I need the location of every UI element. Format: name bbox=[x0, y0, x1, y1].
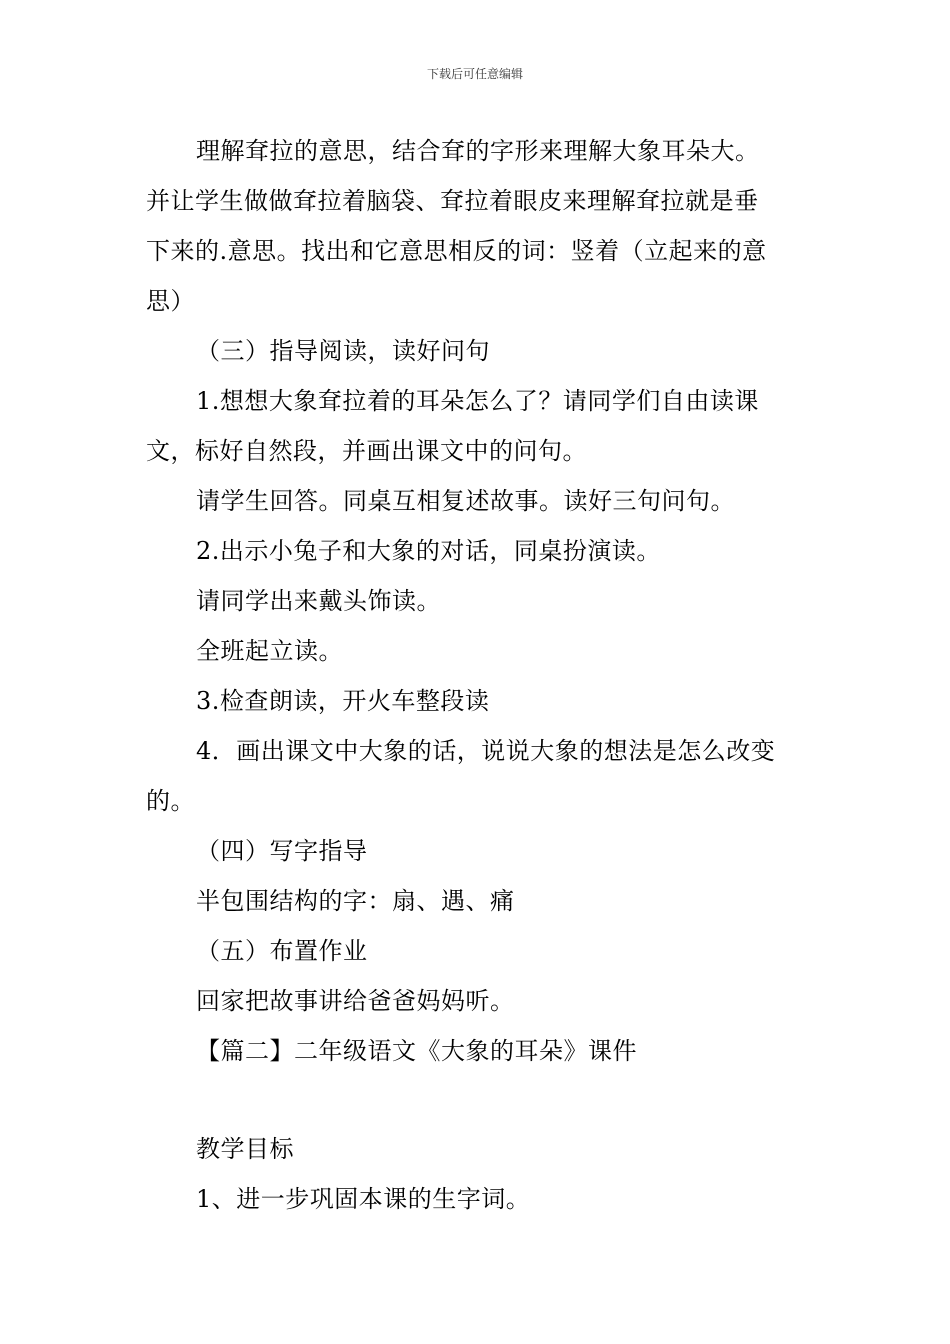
section-heading: 教学目标 bbox=[196, 1135, 294, 1163]
paragraph-line: 理解耷拉的意思，结合耷的字形来理解大象耳朵大。 bbox=[196, 137, 760, 165]
page-header: 下载后可任意编辑 bbox=[426, 67, 523, 81]
paragraph-line: 全班起立读。 bbox=[196, 637, 343, 665]
paragraph-line: 4．画出课文中大象的话，说说大象的想法是怎么改变 bbox=[196, 737, 776, 765]
paragraph-line: 3.检查朗读，开火车整段读 bbox=[196, 687, 490, 715]
paragraph-line: 文，标好自然段，并画出课文中的问句。 bbox=[146, 437, 587, 465]
paragraph-line: 1、进一步巩固本课的生字词。 bbox=[196, 1185, 531, 1213]
paragraph-line: 请同学出来戴头饰读。 bbox=[196, 587, 441, 615]
paragraph-line: 1.想想大象耷拉着的耳朵怎么了？请同学们自由读课 bbox=[196, 387, 759, 415]
document-body bbox=[146, 126, 810, 1224]
paragraph-line: 思） bbox=[146, 287, 195, 315]
paragraph-line: 下来的.意思。找出和它意思相反的词：竖着（立起来的意 bbox=[146, 237, 767, 265]
paragraph-line: 回家把故事讲给爸爸妈妈听。 bbox=[196, 987, 515, 1015]
section-heading: （三）指导阅读，读好问句 bbox=[196, 337, 490, 365]
paragraph-line: 的。 bbox=[146, 787, 195, 815]
paragraph-line: 并让学生做做耷拉着脑袋、耷拉着眼皮来理解耷拉就是垂 bbox=[146, 187, 759, 215]
section-heading: （四）写字指导 bbox=[196, 837, 368, 865]
section-heading: （五）布置作业 bbox=[196, 937, 368, 965]
chapter-title: 【篇二】二年级语文《大象的耳朵》课件 bbox=[196, 1037, 637, 1065]
paragraph-line: 半包围结构的字：扇、遇、痛 bbox=[196, 887, 515, 915]
paragraph-line: 2.出示小兔子和大象的对话，同桌扮演读。 bbox=[196, 537, 661, 565]
paragraph-line: 请学生回答。同桌互相复述故事。读好三句问句。 bbox=[196, 487, 735, 515]
blank-line bbox=[146, 1076, 810, 1124]
